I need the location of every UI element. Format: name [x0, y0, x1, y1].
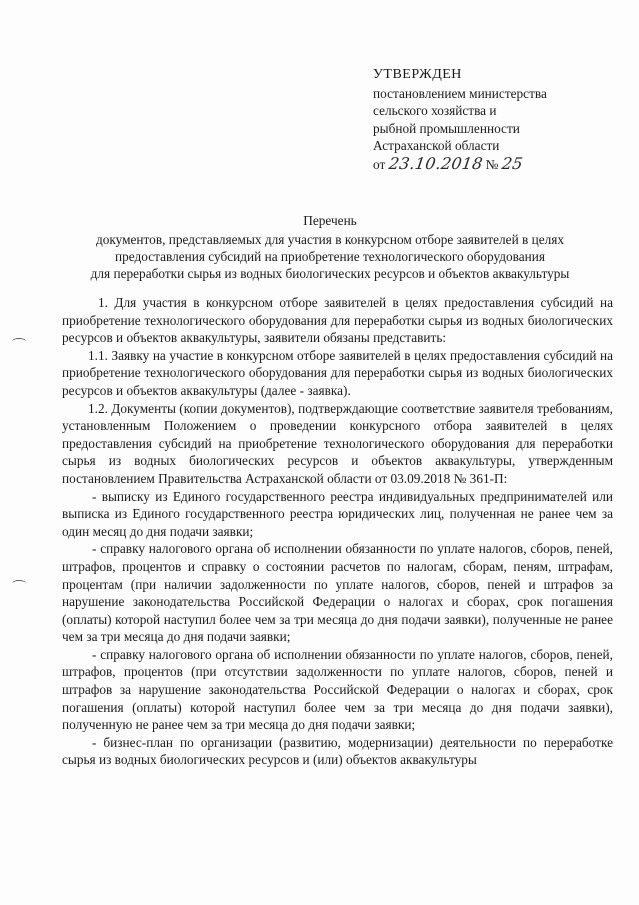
title-line: для переработки сырья из водных биологических ресурсов и объектов аквакультуры: [90, 266, 570, 281]
paragraph: 1.2. Документы (копии документов), подтверждающие соответствие заявителя требованиям, установленным Положением о проведении конкурсного отбора заявителей в целях предоставления субсидий на приобретение технологического оборудования для переработки сырья из водных биологических ресурсов и объектов аквакультуры, утвержденным постановлением Правительства Астраханской области от 03.09.2018 № 361-П:: [62, 400, 613, 486]
title-line: документов, представляемых для участия в конкурсном отборе заявителей в целях: [95, 232, 565, 247]
approval-line: сельского хозяйства и: [373, 103, 497, 118]
title-line: предоставления субсидий на приобретение технологического оборудования: [114, 249, 546, 264]
paragraph: 1.1. Заявку на участие в конкурсном отборе заявителей в целях предоставления субсидий на приобретение технологического оборудования для переработки сырья из водных биологических ресурсов и объектов аквакультуры (далее - заявка).: [62, 347, 613, 398]
paragraph: 1. Для участия в конкурсном отборе заявителей в целях предоставления субсидий на приобретение технологического оборудования для переработки сырья из водных биологических ресурсов и объектов аквакультуры, заявители обязаны представить:: [62, 295, 613, 346]
list-item: - бизнес-план по организации (развитию, модернизации) деятельности по переработке сырья из водных биологических ресурсов и (или) объектов аквакультуры: [62, 734, 613, 768]
list-item: - выписку из Единого государственного реестра индивидуальных предпринимателей или выписка из Единого государственного реестра юридических лиц, полученная не ранее чем за один месяц до дня подачи заявки;: [62, 488, 613, 539]
approval-stamp-block: [373, 66, 623, 173]
date-prefix: от: [373, 156, 386, 172]
hole-punch-mark: [12, 580, 26, 587]
list-item: - справку налогового органа об исполнении обязанности по уплате налогов, сборов, пеней, штрафов, процентов и справку о состоянии расчетов по налогам, сборам, пеням, штрафам, процентам (при наличии задолженности по уплате налогов, сборов, пеней и штрафов за нарушение законодательства Российской Федерации о налогах и сборах, срок погашения (оплаты) которой наступил более чем за три месяца до дня подачи заявки), полученные не ранее чем за три месяца до дня подачи заявки;: [62, 541, 613, 645]
approval-line: Астраханской области: [373, 138, 500, 153]
approval-heading: УТВЕРЖДЕН: [373, 67, 462, 82]
number-prefix: №: [485, 156, 499, 172]
list-item: - справку налогового органа об исполнении обязанности по уплате налогов, сборов, пеней, штрафов, процентов (при отсутствии задолженности по уплате налогов, сборов, пеней и штрафов за нарушение законодательства Российской Федерации о налогах и сборах, срок погашения (оплаты) которой наступил более чем за три месяца до дня подачи заявки), полученную не ранее чем за три месяца до дня подачи заявки;: [62, 646, 613, 733]
approval-line: рыбной промышленности: [373, 120, 520, 136]
document-title: [40, 212, 620, 282]
hole-punch-mark: [12, 338, 26, 345]
title-line: Перечень: [303, 213, 357, 228]
handwritten-number: 25: [500, 153, 524, 173]
approval-date-line: [373, 155, 623, 174]
approval-line: постановлением министерства: [373, 85, 547, 101]
document-body: [62, 294, 613, 769]
handwritten-date: 23.10.2018: [387, 153, 484, 173]
